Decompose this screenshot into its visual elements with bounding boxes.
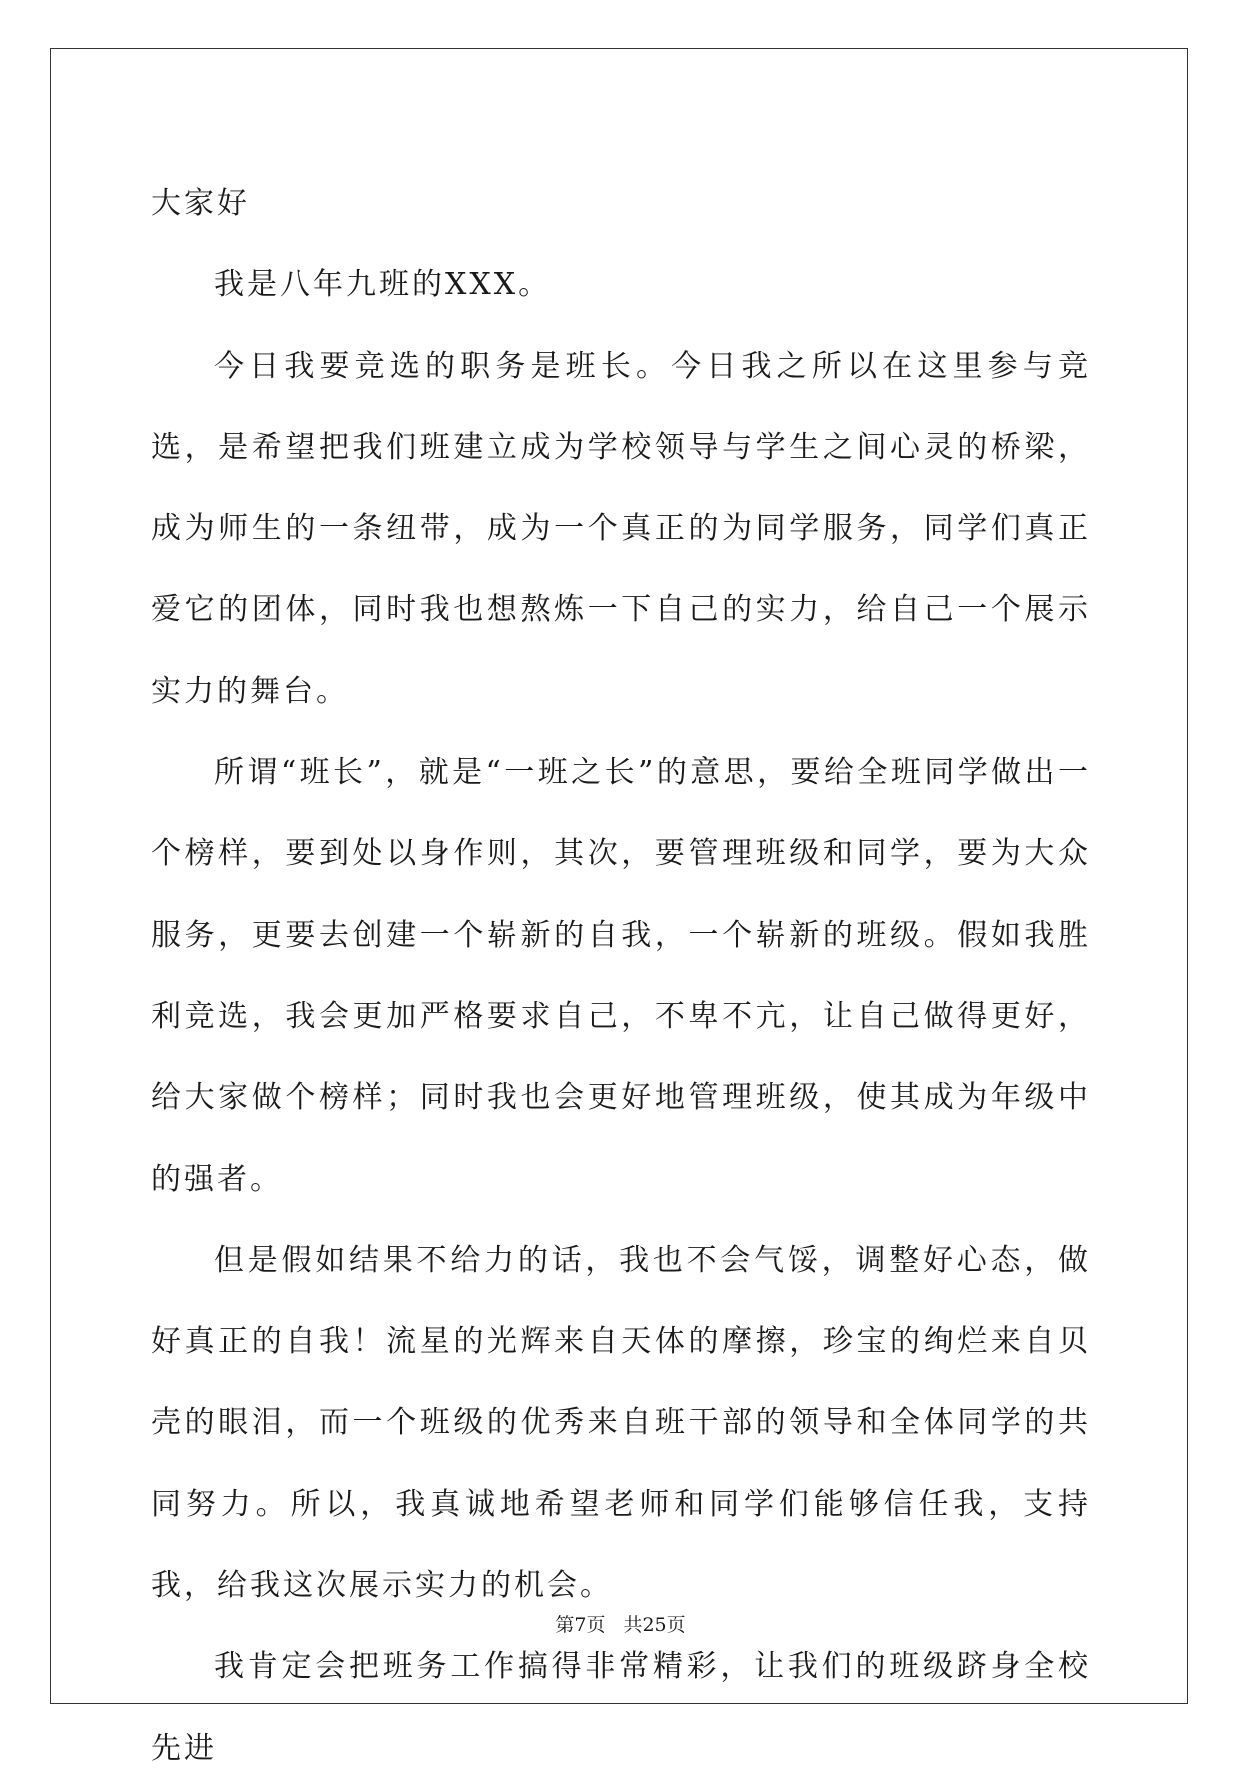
paragraph: 但是假如结果不给力的话，我也不会气馁，调整好心态，做好真正的自我！流星的光辉来自天体的摩擦，珍宝的绚烂来自贝壳的眼泪，而一个班级的优秀来自班干部的领导和全体同学的共同努力。所以，我真诚地希望老师和同学们能够信任我，支持我，给我这次展示实力的机会。 [151, 1242, 1091, 1604]
page-footer [0, 1613, 1241, 1637]
document-body [151, 163, 1091, 1789]
paragraph: 所谓“班长”，就是“一班之长”的意思，要给全班同学做出一个榜样，要到处以身作则，其次，要管理班级和同学，要为大众服务，更要去创建一个崭新的自我，一个崭新的班级。假如我胜利竞选，我会更加严格要求自己，不卑不亢，让自己做得更好，给大家做个榜样；同时我也会更好地管理班级，使其成为年级中的强者。 [151, 755, 1091, 1197]
paragraph: 今日我要竞选的职务是班长。今日我之所以在这里参与竞选，是希望把我们班建立成为学校领导与学生之间心灵的桥梁，成为师生的一条纽带，成为一个真正的为同学服务，同学们真正爱它的团体，同时我也想熬炼一下自己的实力，给自己一个展示实力的舞台。 [151, 348, 1091, 709]
current-page-number: 第7页 [555, 1614, 606, 1636]
salutation: 大家好 [151, 186, 250, 221]
total-page-count: 共25页 [623, 1614, 686, 1636]
paragraph: 我是八年九班的XXX。 [214, 267, 552, 303]
paragraph: 我肯定会把班务工作搞得非常精彩，让我们的班级跻身全校先进 [151, 1649, 1091, 1766]
